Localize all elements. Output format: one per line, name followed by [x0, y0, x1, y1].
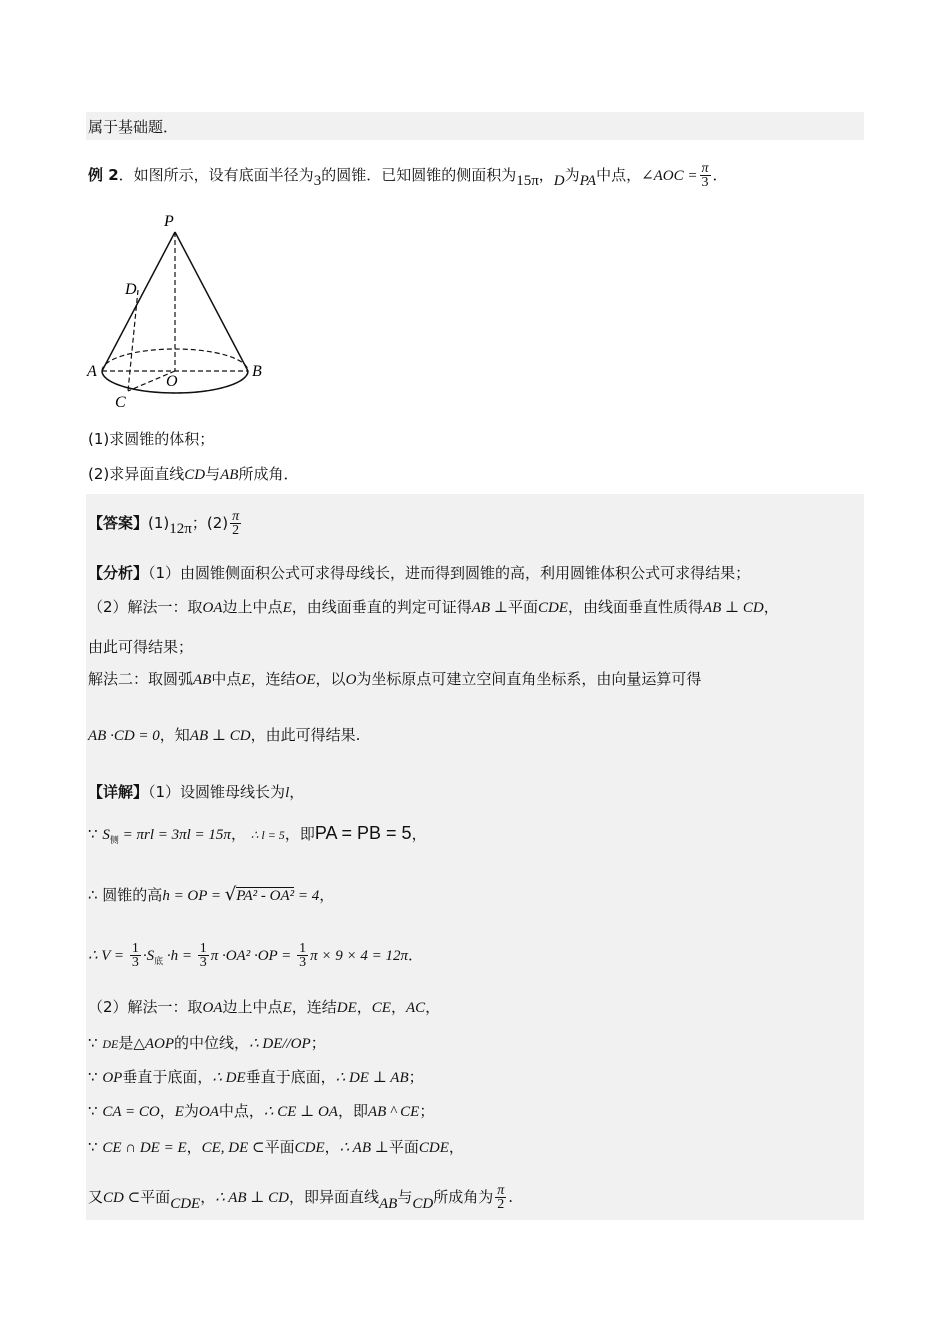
question-2: (2)求异面直线CD与AB所成角．	[88, 465, 299, 483]
analysis-line-1: 【分析】（1）由圆锥侧面积公式可求得母线长，进而得到圆锥的高，利用圆锥体积公式可求得结果；	[88, 564, 751, 582]
label-b: B	[252, 363, 262, 380]
cone-figure	[84, 210, 284, 415]
analysis-line-2: （2）解法一：取OA边上中点E，由线面垂直的判定可证得AB ⊥平面CDE，由线面垂直性质得AB ⊥ CD，	[88, 598, 779, 616]
detail-line-5: （2）解法一：取OA边上中点E，连结DE，CE，AC，	[88, 998, 441, 1016]
answer-line: 【答案】(1)12π；(2) $\frac{\pi}{2}$	[88, 509, 240, 538]
edge-pa	[102, 232, 175, 371]
detail-line-10: 又CD ⊂平面CDE，∴ AB ⊥ CD，即异面直线AB与CD所成角为 $\frac{\pi}{2}$ .	[88, 1183, 514, 1212]
analysis-line-5: AB ·CD = 0，知AB ⊥ CD，由此可得结果.	[88, 726, 361, 744]
label-d: D	[125, 281, 137, 298]
detail-line-1: 【详解】（1）设圆锥母线长为l，	[88, 783, 305, 801]
analysis-line-4: 解法二：取圆弧AB中点E，连结OE，以O为坐标原点可建立空间直角坐标系，由向量运算可得	[88, 670, 702, 688]
question-1: (1)求圆锥的体积；	[88, 430, 215, 448]
prev-shade	[86, 112, 864, 140]
detail-label: 【详解】	[88, 783, 149, 801]
label-a: A	[87, 363, 97, 380]
detail-line-2: ∵ $S_侧 = \pi rl = 3\pi l = 15\pi$， ∴ l = 5，即PA = PB = 5，	[88, 823, 427, 846]
prev-tail: 属于基础题．	[88, 118, 179, 136]
detail-line-9: ∵ CE ∩ DE = E，CE, DE ⊂平面CDE，∴ AB ⊥平面CDE，	[88, 1138, 464, 1156]
analysis-label: 【分析】	[88, 564, 149, 582]
detail-line-7: ∵ OP垂直于底面，∴ DE垂直于底面，∴ DE ⊥ AB；	[88, 1068, 424, 1086]
example-label: 例 2	[88, 166, 119, 184]
edge-pb	[175, 232, 248, 371]
detail-line-4: ∴ V = $\frac{1}{3}$ $\cdot S_底 \cdot h$ = $\frac{1}{3}$ π ·OA² ·OP = $\frac{1}{3}$ π × 9 × 4 = 12π．	[88, 941, 423, 970]
detail-line-8: ∵ CA = CO，E为OA中点，∴ CE ⊥ OA，即AB ^ CE；	[88, 1102, 435, 1120]
detail-line-3: ∴ 圆锥的高h = OP = √PA² - OA² = 4，	[88, 884, 335, 905]
label-p: P	[164, 213, 174, 230]
label-c: C	[115, 394, 126, 411]
example-statement: 例 2．如图所示，设有底面半径为3的圆锥．已知圆锥的侧面积为15π，D为PA中点，∠AOC = $\frac{\pi}{3}$ ．	[88, 161, 728, 190]
analysis-line-3: 由此可得结果；	[88, 638, 194, 656]
answer-label: 【答案】	[88, 514, 149, 532]
label-o: O	[166, 373, 178, 390]
detail-line-6: ∵ DE是△AOP的中位线，∴ DE//OP；	[88, 1034, 326, 1052]
